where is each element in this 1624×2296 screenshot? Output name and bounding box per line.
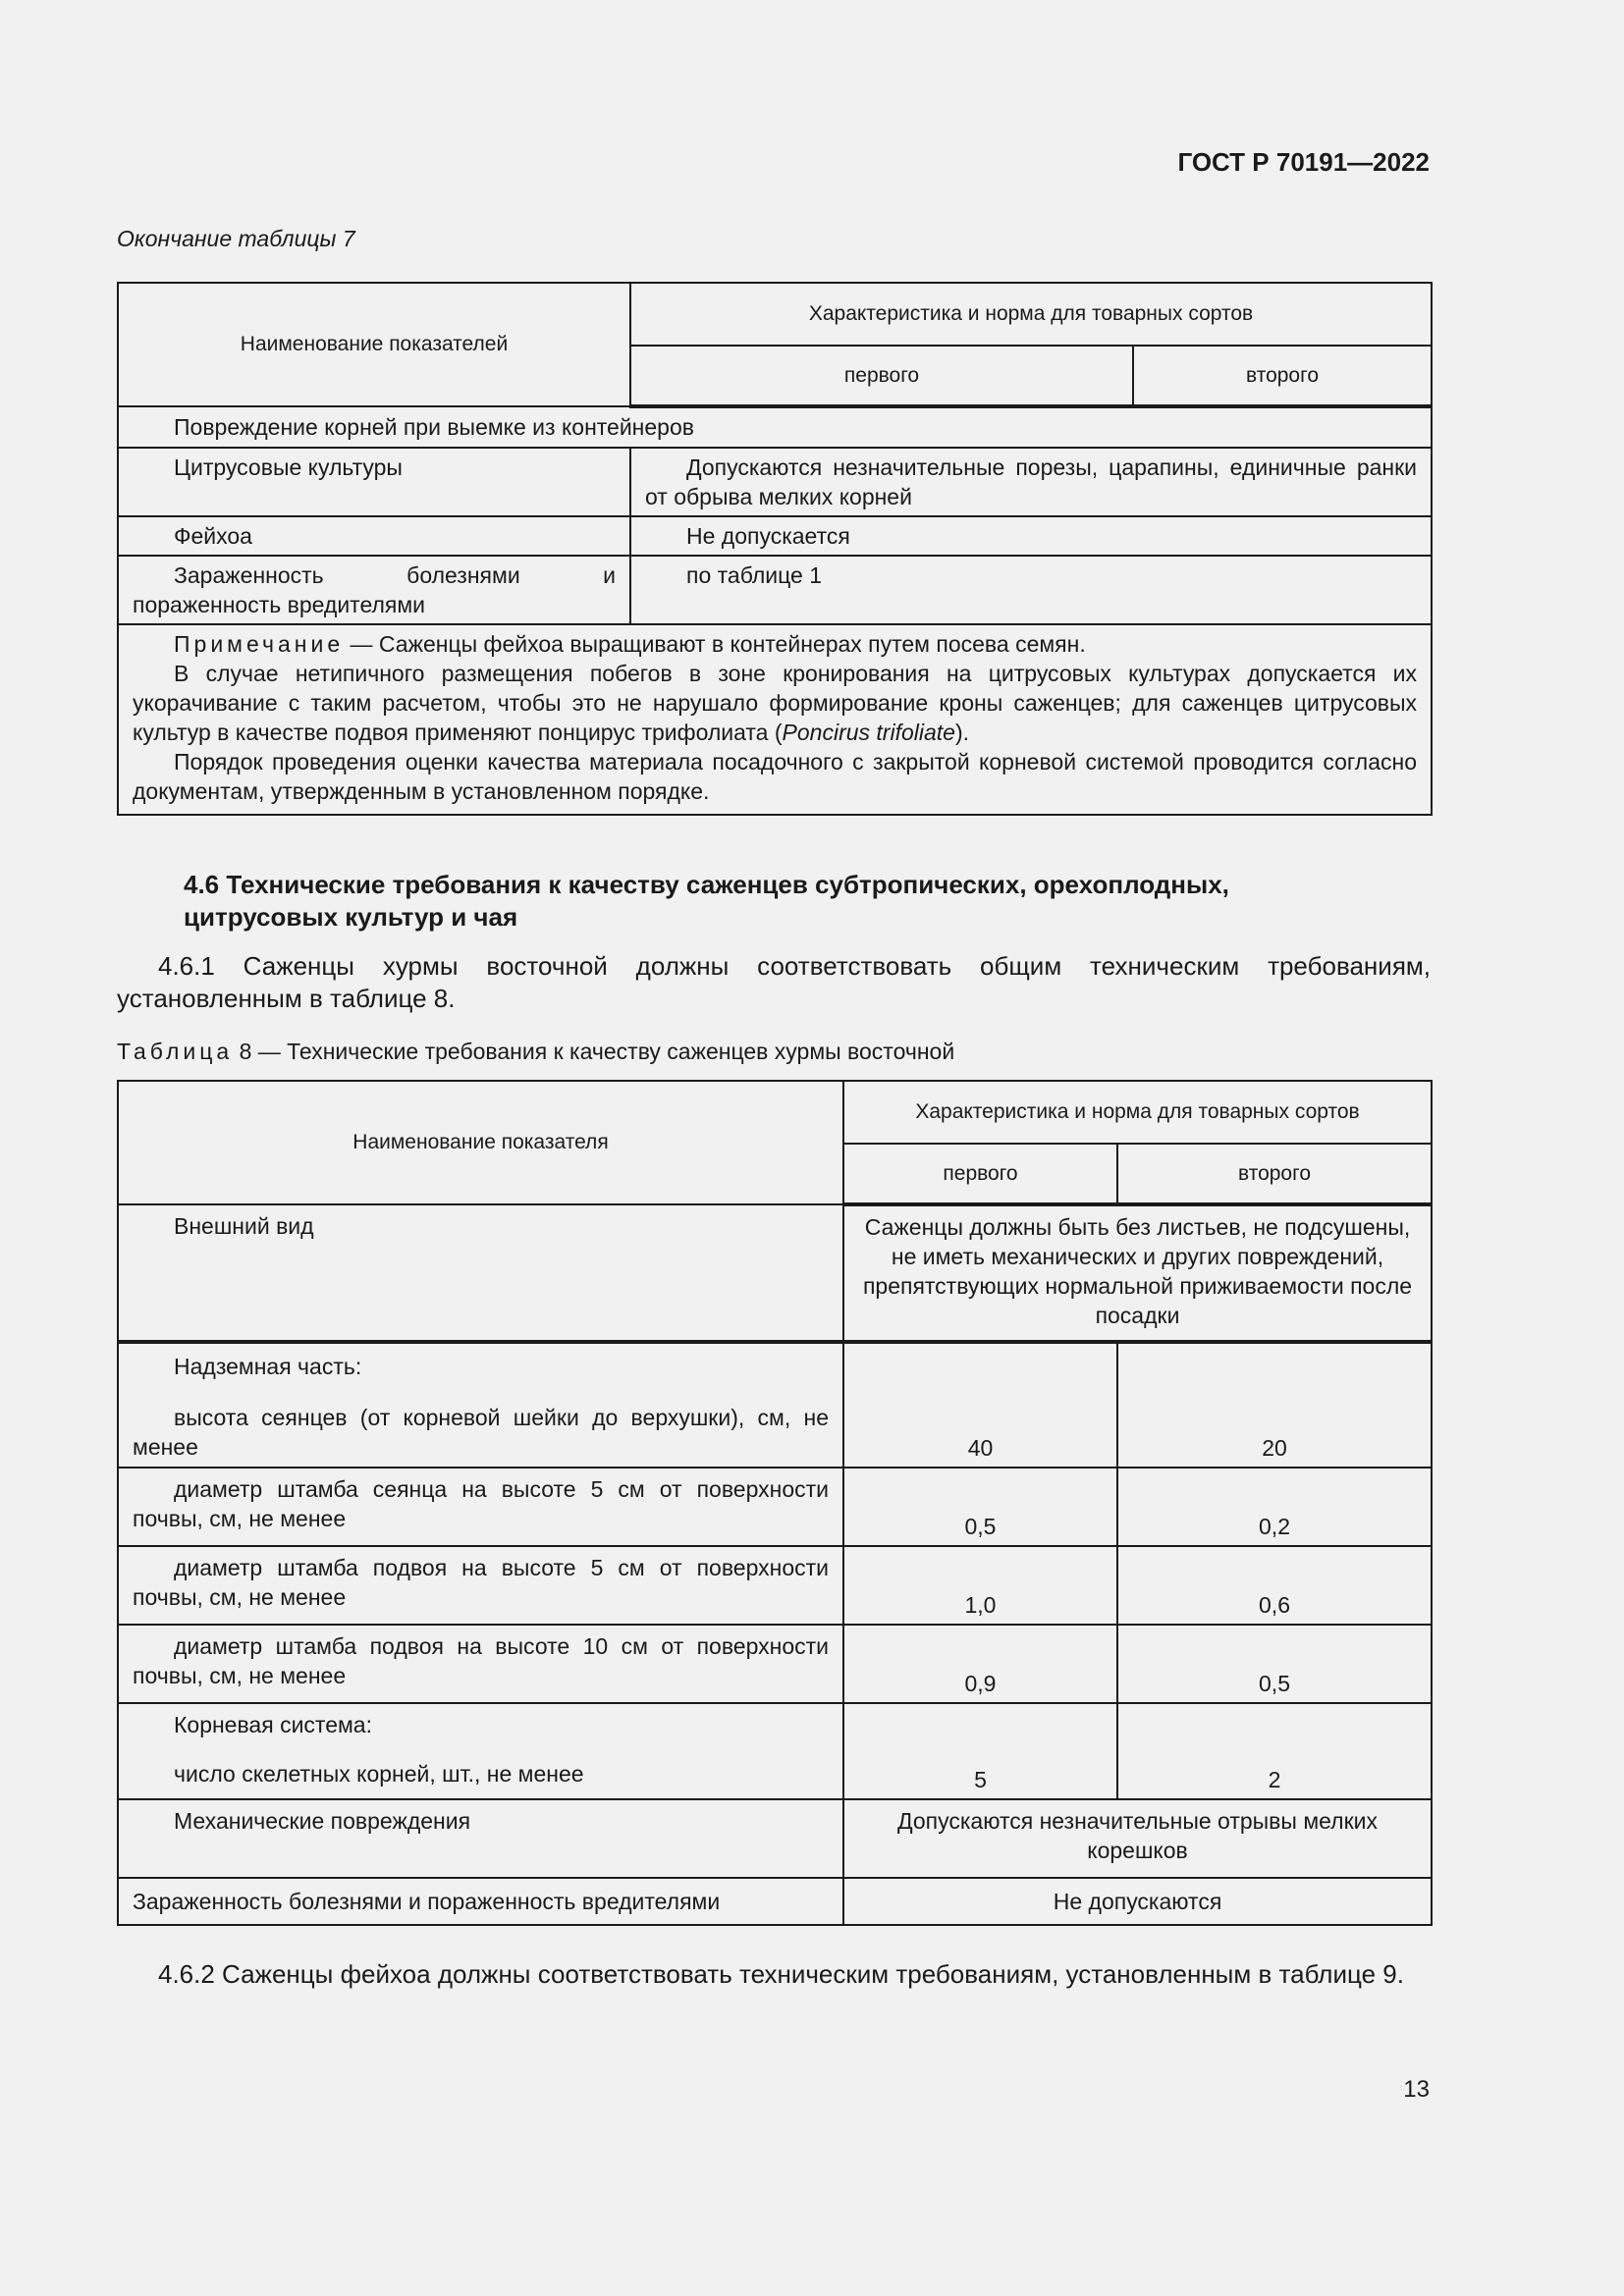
t8-roots-count: число скелетных корней, шт., не менее [174,1761,584,1787]
t8-header-first: первого [843,1144,1117,1204]
t8-rootstock-diameter-10-second: 0,5 [1117,1625,1432,1703]
t8-appearance-value: Саженцы должны быть без листьев, не подсушены, не иметь механических и других повреждений, препятствующих нормальной приживаемости после посадки [843,1204,1432,1342]
t7-header-second: второго [1133,346,1432,406]
t7-row-citrus-name: Цитрусовые культуры [118,448,630,516]
t8-caption-text: 8 — Технические требования к качеству саженцев хурмы восточной [233,1039,955,1064]
t7-row-root-damage: Повреждение корней при выемке из контейнеров [118,406,1432,448]
t8-mechanical-name: Механические повреждения [118,1799,843,1878]
paragraph-4-6-2: 4.6.2 Саженцы фейхоа должны соответствовать техническим требованиям, установленным в таблице 9. [158,1959,1404,1989]
section-heading: 4.6 Технические требования к качеству саженцев субтропических, орехоплодных, цитрусовых культур и чая [184,870,1229,932]
t8-header-group: Характеристика и норма для товарных сортов [843,1081,1432,1144]
t8-mechanical-value: Допускаются незначительные отрывы мелких корешков [843,1799,1432,1878]
table-7 [117,282,1433,816]
t8-rootstock-diameter-5-second: 0,6 [1117,1546,1432,1625]
t8-rootstock-diameter-10: диаметр штамба подвоя на высоте 10 см от поверхности почвы, см, не менее [118,1625,843,1703]
table7-caption: Окончание таблицы 7 [117,226,355,251]
t8-roots-label: Корневая система: [174,1712,372,1737]
t7-note-text1: — Саженцы фейхоа выращивают в контейнерах путем посева семян. [344,631,1086,657]
t7-note-label: Примечание [174,631,345,657]
t7-row-feijoa-value: Не допускается [630,516,1432,556]
t7-note-text2-end: ). [954,720,970,745]
t8-above-ground-cell [118,1342,843,1468]
t8-rootstock-diameter-5-first: 1,0 [843,1546,1117,1625]
t8-roots-second: 2 [1117,1703,1432,1799]
paragraph-4-6-1: 4.6.1 Саженцы хурмы восточной должны соответствовать общим техническим требованиям, установленным в таблице 8. [117,951,1431,1013]
t8-header-name: Наименование показателя [118,1081,843,1204]
t7-header-group: Характеристика и норма для товарных сортов [630,283,1432,346]
t8-roots-first: 5 [843,1703,1117,1799]
t7-row-feijoa-name: Фейхоа [118,516,630,556]
t8-seedling-diameter-first: 0,5 [843,1468,1117,1546]
t7-row-disease-name: Зараженность болезнями и пораженность вредителями [118,556,630,624]
page-number: 13 [1403,2076,1430,2103]
t8-header-second: второго [1117,1144,1432,1204]
t7-header-first: первого [630,346,1133,406]
t7-note [118,624,1432,815]
t8-roots-cell [118,1703,843,1799]
t8-above-ground-label: Надземная часть: [174,1354,362,1379]
t8-seedling-diameter-second: 0,2 [1117,1468,1432,1546]
t7-row-citrus-value: Допускаются незначительные порезы, царапины, единичные ранки от обрыва мелких корней [630,448,1432,516]
table8-caption [117,1039,954,1065]
t8-caption-label: Таблица [117,1039,234,1064]
t8-seedling-height: высота сеянцев (от корневой шейки до верхушки), см, не менее [133,1405,829,1460]
t7-note-latin: Poncirus trifoliate [782,720,955,745]
t7-note-text2: В случае нетипичного размещения побегов в зоне кронирования на цитрусовых культурах допускается их укорачивание с таким расчетом, чтобы это не нарушало формирование кроны саженцев; для саженцев цитрусовых культур в качестве подвоя применяют понцирус трифолиата ( [133,661,1418,745]
t8-rootstock-diameter-10-first: 0,9 [843,1625,1117,1703]
t7-row-disease-value: по таблице 1 [630,556,1432,624]
t7-note-text3: Порядок проведения оценки качества материала посадочного с закрытой корневой системой проводится согласно документам, утвержденным в установленном порядке. [133,749,1418,804]
table-8 [117,1080,1433,1926]
t8-disease-name: Зараженность болезнями и пораженность вредителями [118,1878,843,1925]
t8-rootstock-diameter-5: диаметр штамба подвоя на высоте 5 см от поверхности почвы, см, не менее [118,1546,843,1625]
document-code: ГОСТ Р 70191—2022 [1177,147,1430,177]
t8-disease-value: Не допускаются [843,1878,1432,1925]
t8-seedling-height-second: 20 [1117,1342,1432,1468]
t8-seedling-diameter: диаметр штамба сеянца на высоте 5 см от поверхности почвы, см, не менее [118,1468,843,1546]
t7-header-name: Наименование показателей [118,283,630,406]
t8-seedling-height-first: 40 [843,1342,1117,1468]
t8-appearance-name: Внешний вид [118,1204,843,1342]
